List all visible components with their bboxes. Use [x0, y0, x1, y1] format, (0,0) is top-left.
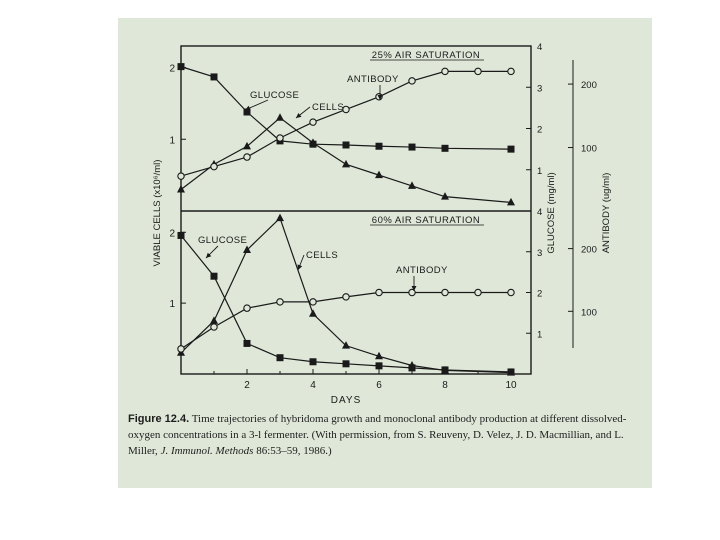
panel-title-1: 25% AIR SATURATION	[371, 50, 481, 61]
cells-point	[276, 214, 284, 222]
glucose-point	[442, 145, 449, 152]
antibody-point	[277, 135, 283, 141]
glucose-y-tick-label: 2	[537, 288, 543, 300]
glucose-point	[409, 144, 416, 151]
glucose-point	[211, 73, 218, 80]
antibody-point	[211, 163, 217, 169]
antibody-point	[211, 324, 217, 330]
x-tick-label: 2	[244, 380, 250, 391]
annotation-antibody-2: ANTIBODY	[396, 265, 448, 276]
caption-text: Time trajectories of hybridoma growth and monoclonal antibody production at different dissolved-oxygen concentrations in a 3-l fermenter. (With permission, from S. Reuveny, D. Velez, J. D. Macmillian, and L. Miller,	[128, 413, 627, 457]
glucose-point	[376, 143, 383, 150]
glucose-y-tick-label: 3	[537, 83, 543, 95]
x-tick-label: 8	[442, 380, 448, 391]
antibody-point	[178, 173, 184, 179]
antibody-y-tick-label: 200	[581, 244, 597, 256]
glucose-y-tick-label: 2	[537, 124, 543, 136]
antibody-point	[310, 119, 316, 125]
caption-label: Figure 12.4.	[128, 413, 190, 425]
annotation-glucose-1: GLUCOSE	[250, 90, 300, 101]
x-tick-label: 10	[505, 380, 517, 391]
annotation-antibody-1: ANTIBODY	[347, 74, 399, 85]
antibody-point	[244, 305, 250, 311]
antibody-point	[310, 299, 316, 305]
antibody-point	[475, 289, 481, 295]
glucose-point	[244, 340, 251, 347]
annotation-glucose-2: GLUCOSE	[198, 235, 248, 246]
antibody-point	[244, 154, 250, 160]
glucose-point	[343, 360, 350, 367]
antibody-y-tick-label: 200	[581, 80, 597, 92]
figure-caption	[128, 411, 648, 459]
annotation-cells-1-arrowhead	[296, 113, 301, 118]
glucose-point	[343, 142, 350, 149]
left-y-tick-label: 1	[169, 299, 175, 311]
left-y-tick-label: 2	[169, 63, 175, 75]
antibody-point	[409, 78, 415, 84]
antibody-point	[343, 294, 349, 300]
antibody-point	[508, 289, 514, 295]
antibody-y-tick-label: 100	[581, 307, 597, 319]
x-tick-label: 4	[310, 380, 316, 391]
series-line-glucose	[181, 235, 511, 372]
glucose-point	[376, 362, 383, 369]
cells-point	[210, 316, 218, 324]
antibody-point	[442, 289, 448, 295]
plot-frame	[181, 46, 531, 374]
panel-title-2: 60% AIR SATURATION	[371, 215, 481, 226]
caption-journal: J. Immunol. Methods	[160, 445, 254, 457]
glucose-y-tick-label: 1	[537, 329, 543, 341]
cells-point	[243, 142, 251, 150]
glucose-y-tick-label: 3	[537, 247, 543, 259]
glucose-point	[310, 358, 317, 365]
cells-point	[309, 309, 317, 317]
caption-citation: 86:53–59, 1986.)	[256, 445, 332, 457]
x-axis-label: DAYS	[330, 395, 362, 406]
glucose-point	[277, 354, 284, 361]
hybridoma-chart	[118, 18, 652, 413]
antibody-point	[508, 68, 514, 74]
glucose-point	[178, 63, 185, 70]
antibody-point	[442, 68, 448, 74]
series-line-antibody	[181, 293, 511, 349]
antibody-point	[178, 346, 184, 352]
cells-point	[342, 160, 350, 168]
glucose-point	[178, 232, 185, 239]
glucose-point	[211, 273, 218, 280]
antibody-point	[277, 299, 283, 305]
left-y-tick-label: 2	[169, 228, 175, 240]
y-axis-label-cells: VIABLE CELLS (x10⁶/ml)	[152, 159, 163, 267]
left-y-tick-label: 1	[169, 135, 175, 147]
cells-point	[276, 113, 284, 121]
glucose-y-tick-label: 4	[537, 207, 543, 218]
glucose-point	[508, 146, 515, 153]
antibody-point	[475, 68, 481, 74]
y-axis-label-glucose: GLUCOSE (mg/ml)	[546, 172, 557, 254]
antibody-point	[376, 289, 382, 295]
x-tick-label: 6	[376, 380, 382, 391]
annotation-cells-1: CELLS	[312, 102, 345, 113]
y-axis-label-antibody: ANTIBODY (ug/ml)	[601, 172, 612, 254]
glucose-y-tick-label: 4	[537, 42, 543, 53]
scanned-figure	[118, 18, 652, 488]
antibody-y-tick-label: 100	[581, 143, 597, 155]
annotation-cells-2: CELLS	[306, 250, 339, 261]
glucose-y-tick-label: 1	[537, 165, 543, 177]
cells-point	[177, 185, 185, 193]
